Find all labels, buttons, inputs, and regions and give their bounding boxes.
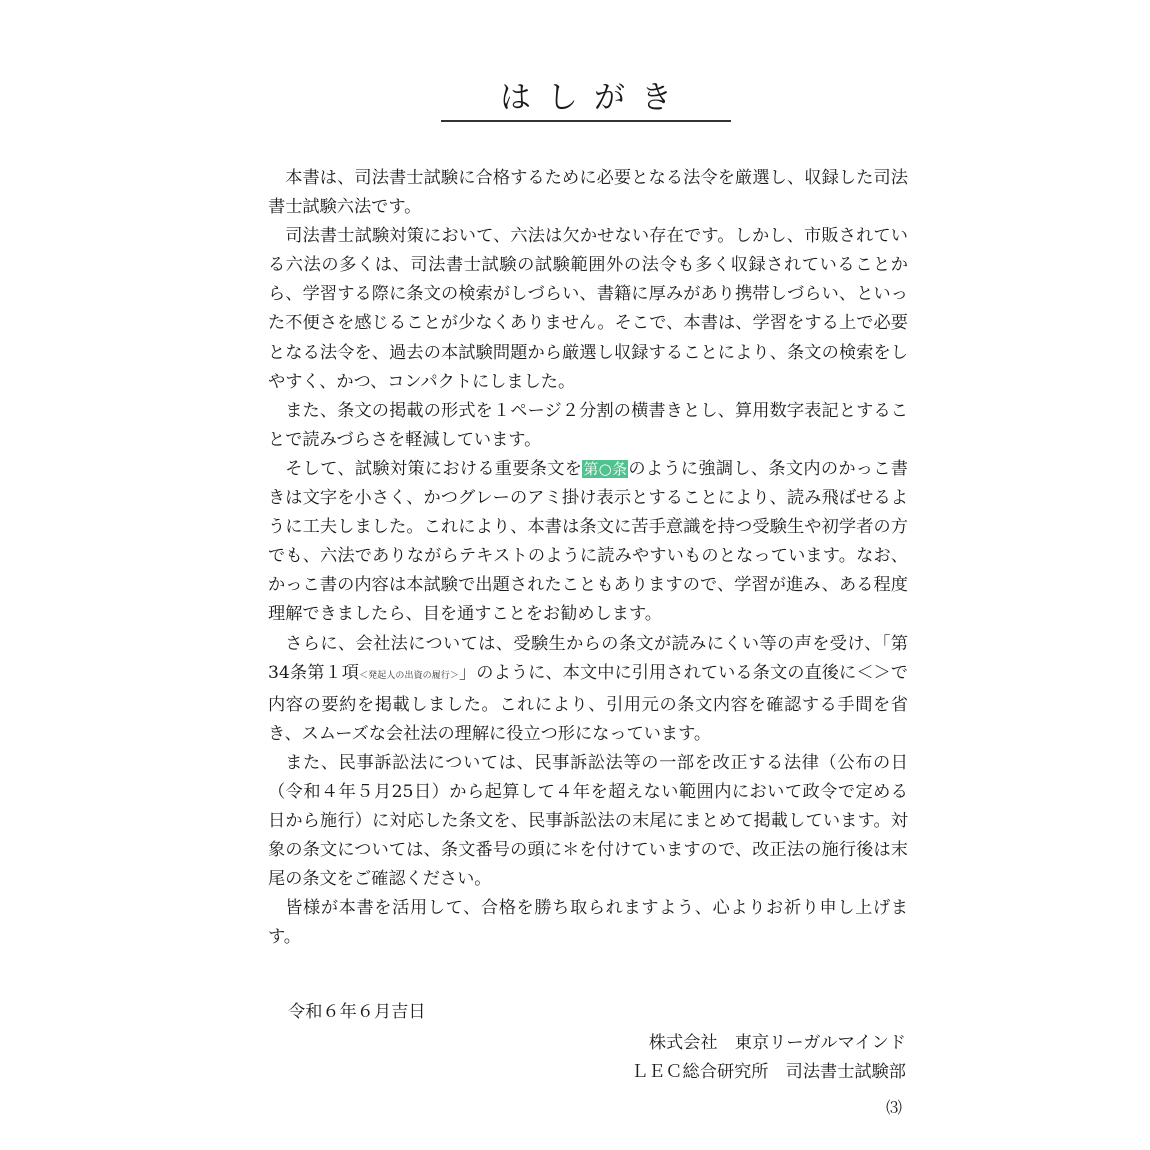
paragraph-6: また、民事訴訟法については、民事訴訟法等の一部を改正する法律（公布の日（令和４年５月25日）から起算して４年を超えない範囲内において政令で定める日から施行）に対応した条文を、民事訴訟法の末尾にまとめて掲載しています。対象の条文については、条文番号の頭に＊を付けていますので、改正法の施行後は末尾の条文をご確認ください。 — [268, 752, 908, 890]
paragraph-4-post: のように強調し、条文内のかっこ書きは文字を小さく、かつグレーのアミ掛け表示とすることにより、読み飛ばせるように工夫しました。これにより、本書は条文に苦手意識を持つ受験生や初学者の方でも、六法でありながらテキストのように読みやすいものとなっています。なお、かっこ書の内容は本試験で出題されたこともありますので、学習が進み、ある程度理解できましたら、目を通すことをお勧めします。 — [268, 458, 908, 625]
paragraph-3: また、条文の掲載の形式を１ページ２分割の横書きとし、算用数字表記とすることで読みづらさを軽減しています。 — [268, 400, 908, 450]
date-line: 令和６年６月吉日 — [288, 1002, 426, 1022]
summary-annotation: ＜発起人の出資の履行＞ — [359, 670, 459, 681]
title-underline — [441, 78, 731, 122]
paragraph-5-post: 」のように、本文中に引用されている条文の直後に＜＞で内容の要約を掲載しました。これにより、引用元の条文内容を確認する手間を省き、スムーズな会社法の理解に役立つ形になっています。 — [268, 662, 908, 744]
paragraph-2: 司法書士試験対策において、六法は欠かせない存在です。しかし、市販されている六法の多くは、司法書士試験の試験範囲外の法令も多く収録されていることから、学習する際に条文の検索がしづらい、書籍に厚みがあり携帯しづらい、といった不便さを感じることが少なくありません。そこで、本書は、学習をする上で必要となる法令を、過去の本試験問題から厳選し収録することにより、条文の検索をしやすく、かつ、コンパクトにしました。 — [268, 226, 908, 392]
paragraph-7: 皆様が本書を活用して、合格を勝ち取られますよう、心よりお祈り申し上げます。 — [268, 898, 908, 948]
publisher-block — [631, 1029, 906, 1087]
highlight-sample: 第○条 — [583, 459, 628, 478]
preface-body — [268, 164, 908, 953]
paragraph-1: 本書は、司法書士試験に合格するために必要となる法令を厳選し、収録した司法書士試験六法です。 — [268, 168, 908, 218]
page-number: ⑶ — [886, 1098, 903, 1117]
paragraph-5-pre: さらに、会社法については、受験生からの条文が読みにくい等の声を受け、「第34条第１項 — [268, 633, 908, 683]
publisher-department: ＬＥＣ総合研究所 司法書士試験部 — [630, 1062, 906, 1082]
paragraph-5 — [268, 630, 908, 749]
paragraph-4 — [268, 455, 908, 630]
page-title: はしがき — [500, 80, 688, 116]
publisher-company: 株式会社 東京リーガルマインド — [648, 1033, 906, 1053]
paragraph-4-pre: そして、試験対策における重要条文を — [285, 458, 583, 479]
